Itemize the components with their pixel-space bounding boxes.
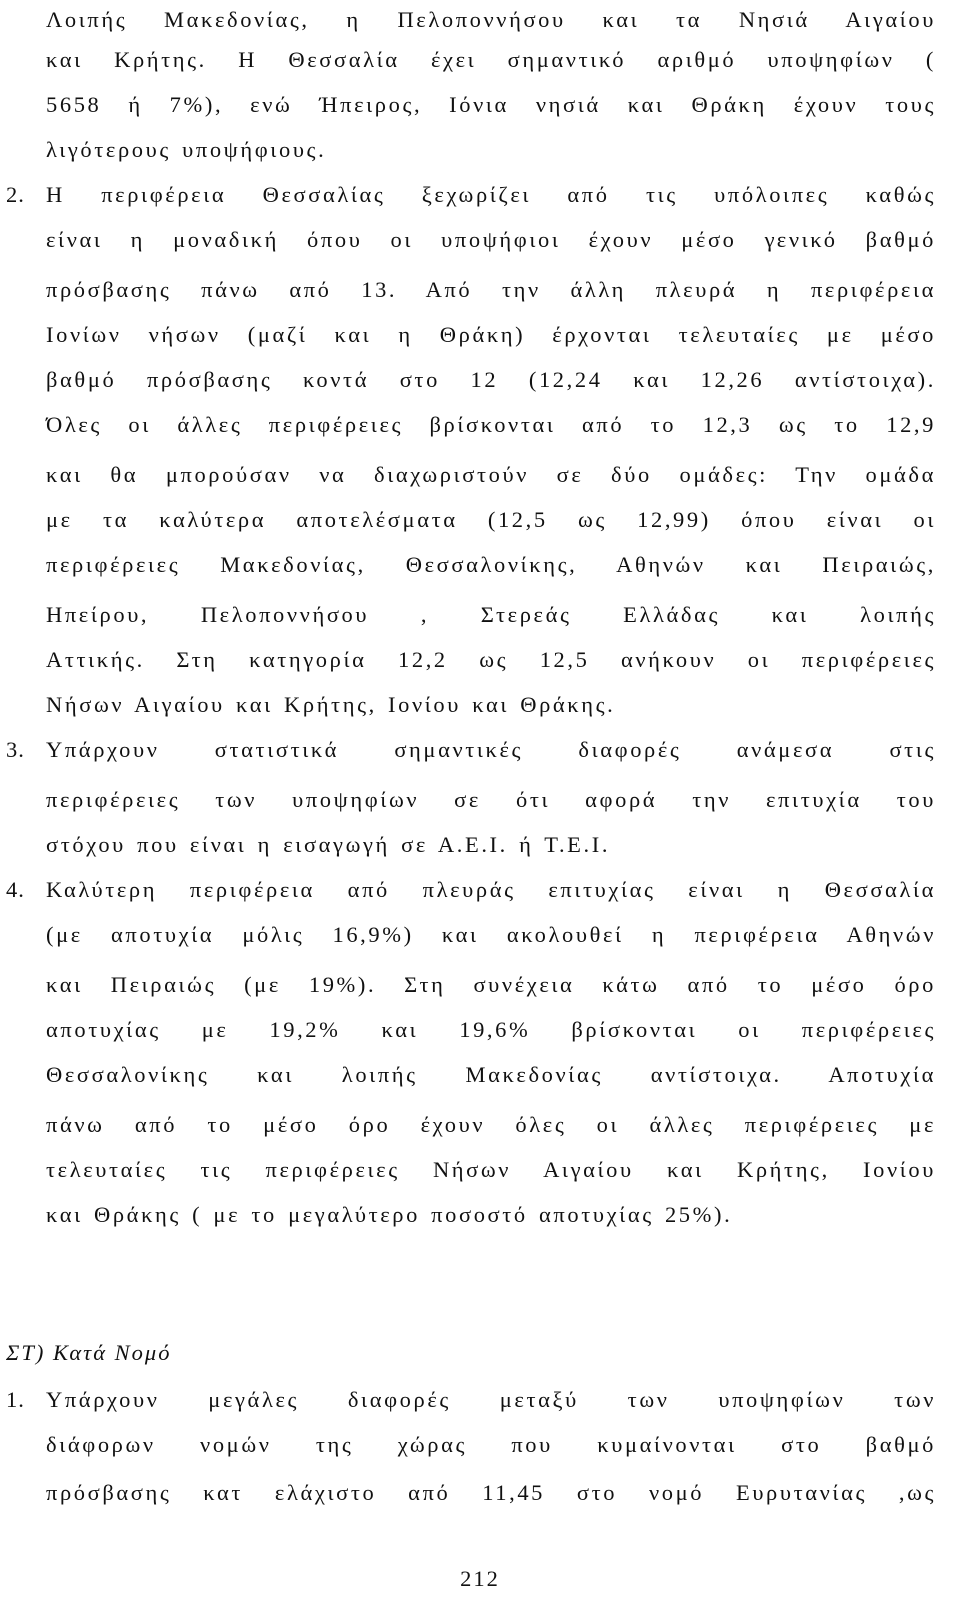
text-line: Όλες οι άλλες περιφέρειες βρίσκονται από το 12,3 ως το 12,9	[46, 412, 936, 437]
text-line: τελευταίες τις περιφέρειες Νήσων Αιγαίου και Κρήτης, Ιονίου	[46, 1157, 936, 1182]
text-line: βαθμό πρόσβασης κοντά στο 12 (12,24 και 12,26 αντίστοιχα).	[46, 367, 936, 392]
text-line: Υπάρχουν μεγάλες διαφορές μεταξύ των υποψηφίων των	[46, 1387, 936, 1412]
text-line: Ιονίων νήσων (μαζί και η Θράκη) έρχονται τελευταίες με μέσο	[46, 322, 936, 347]
text-line: πρόσβασης κατ ελάχιστο από 11,45 στο νομό Ευρυτανίας ,ως	[46, 1480, 936, 1505]
text-line: είναι η μοναδική όπου οι υποψήφιοι έχουν μέσο γενικό βαθμό	[46, 227, 936, 252]
text-line: και Κρήτης. Η Θεσσαλία έχει σημαντικό αριθμό υποψηφίων (	[46, 47, 936, 72]
text-line: λιγότερους υποψήφιους.	[46, 137, 327, 162]
text-line: Νήσων Αιγαίου και Κρήτης, Ιονίου και Θράκης.	[46, 692, 616, 717]
text-line: στόχου που είναι η εισαγωγή σε Α.Ε.Ι. ή Τ.Ε.Ι.	[46, 832, 611, 857]
text-line: Καλύτερη περιφέρεια από πλευράς επιτυχίας είναι η Θεσσαλία	[46, 877, 936, 902]
text-line: αποτυχίας με 19,2% και 19,6% βρίσκονται οι περιφέρειες	[46, 1017, 936, 1042]
text-line: Λοιπής Μακεδονίας, η Πελοποννήσου και τα Νησιά Αιγαίου	[46, 7, 936, 32]
text-line: Ηπείρου, Πελοποννήσου , Στερεάς Ελλάδας και λοιπής	[46, 602, 936, 627]
list-number: 2.	[6, 182, 25, 207]
text-line: διάφορων νομών της χώρας που κυμαίνονται στο βαθμό	[46, 1432, 936, 1457]
text-line: πρόσβασης πάνω από 13. Από την άλλη πλευρά η περιφέρεια	[46, 277, 936, 302]
text-line: και Θράκης ( με το μεγαλύτερο ποσοστό αποτυχίας 25%).	[46, 1202, 733, 1227]
text-line: Η περιφέρεια Θεσσαλίας ξεχωρίζει από τις υπόλοιπες καθώς	[46, 182, 936, 207]
page-number: 212	[460, 1566, 500, 1591]
text-line: περιφέρειες των υποψηφίων σε ότι αφορά την επιτυχία του	[46, 787, 936, 812]
text-line: Θεσσαλονίκης και λοιπής Μακεδονίας αντίστοιχα. Αποτυχία	[46, 1062, 936, 1087]
list-number: 4.	[6, 877, 25, 902]
text-line: περιφέρειες Μακεδονίας, Θεσσαλονίκης, Αθηνών και Πειραιώς,	[46, 552, 936, 577]
text-line: και Πειραιώς (με 19%). Στη συνέχεια κάτω από το μέσο όρο	[46, 972, 936, 997]
text-line: Αττικής. Στη κατηγορία 12,2 ως 12,5 ανήκουν οι περιφέρειες	[46, 647, 936, 672]
text-line: και θα μπορούσαν να διαχωριστούν σε δύο ομάδες: Την ομάδα	[46, 462, 936, 487]
text-line: (με αποτυχία μόλις 16,9%) και ακολουθεί η περιφέρεια Αθηνών	[46, 922, 936, 947]
text-line: 5658 ή 7%), ενώ Ήπειρος, Ιόνια νησιά και Θράκη έχουν τους	[46, 92, 936, 117]
text-line: με τα καλύτερα αποτελέσματα (12,5 ως 12,99) όπου είναι οι	[46, 507, 936, 532]
list-number: 1.	[6, 1387, 25, 1412]
text-line: πάνω από το μέσο όρο έχουν όλες οι άλλες περιφέρειες με	[46, 1112, 936, 1137]
text-line: Υπάρχουν στατιστικά σημαντικές διαφορές ανάμεσα στις	[46, 737, 936, 762]
section-heading: ΣΤ) Κατά Νομό	[6, 1340, 172, 1365]
list-number: 3.	[6, 737, 25, 762]
